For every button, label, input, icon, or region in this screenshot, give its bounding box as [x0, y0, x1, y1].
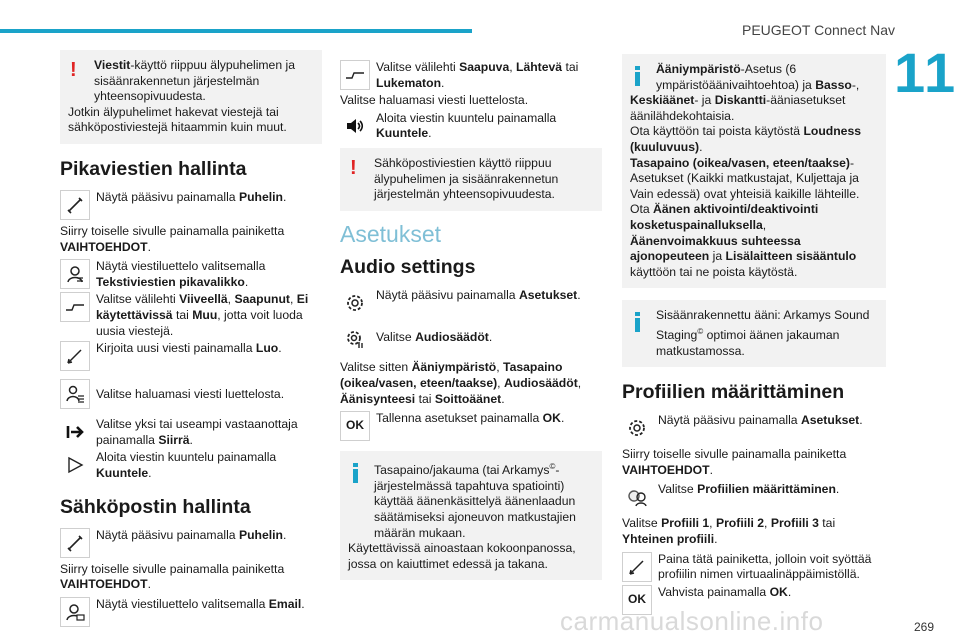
step-text: tai: [562, 60, 579, 74]
info-note: [340, 451, 602, 580]
step-text: .: [148, 465, 152, 480]
p-bold: VAIHTOEHDOT: [60, 577, 148, 592]
paragraph: [622, 447, 886, 478]
section-heading-sahkoposti: Sähköpostin hallinta: [60, 495, 251, 518]
tab-icon[interactable]: [60, 292, 90, 322]
note-bold: Tasapaino (oikea/vasen, eteen/taakse): [630, 155, 850, 170]
audio-settings-icon[interactable]: [340, 324, 370, 354]
pencil-icon[interactable]: [60, 341, 90, 371]
step-text: .: [488, 330, 493, 345]
step-row: [60, 292, 322, 339]
p-text: tai: [415, 391, 435, 406]
step-text: Paina tätä painiketta, jolloin voit syöttää profiilin nimen virtuaalinäppäimistöllä.: [658, 551, 872, 582]
step-text: .: [787, 584, 792, 599]
step-bold: Kuuntele: [96, 465, 149, 480]
p-text: ,: [497, 375, 504, 390]
section-heading-pikaviestit: Pikaviestien hallinta: [60, 157, 247, 180]
step-row: [340, 288, 602, 318]
ok-button[interactable]: OK: [340, 411, 370, 441]
step-text: ,: [289, 292, 297, 307]
step-bold: Profiilien määrittäminen: [697, 482, 836, 497]
paragraph: Valitse haluamasi viesti luettelosta.: [340, 93, 529, 108]
info-note: [622, 54, 886, 288]
step-row: [60, 341, 322, 371]
note-text: -Asetukset (Kaikki matkustajat, Kuljettaja ja Vain edessä) ovat yhteisiä kaikille lähteille.: [630, 155, 860, 201]
p-bold: Soittoäänet: [434, 391, 502, 406]
step-bold: OK: [769, 584, 788, 599]
note-text: optimoi äänen jakauman matkustamossa.: [656, 327, 840, 358]
note-bold: Diskantti: [714, 93, 767, 108]
paragraph: [60, 224, 322, 255]
note-bold: Äänen aktivointi/deaktivointi kosketuspainalluksella: [630, 202, 819, 232]
step-text: Valitse: [376, 330, 416, 345]
step-bold: Ei käytettävissä: [96, 292, 309, 322]
step-text: Näytä pääsivu painamalla: [96, 189, 239, 204]
note-bold: Ääniympäristö: [656, 62, 741, 76]
step-text: ,: [509, 60, 517, 74]
page-number: 269: [914, 620, 935, 634]
note-text: - ja: [694, 93, 715, 108]
step-bold: Email: [268, 596, 302, 611]
step-bold: Siirrä: [158, 432, 190, 447]
p-text: .: [147, 239, 151, 254]
step-bold: OK: [542, 411, 561, 426]
step-bold: Luo: [255, 341, 279, 356]
note-bold: Basso: [815, 77, 852, 92]
p-bold: Audiosäädöt: [503, 375, 578, 390]
step-text: Valitse välilehti: [376, 60, 460, 74]
step-text: .: [835, 482, 840, 497]
p-bold: Profiili 3: [770, 516, 819, 531]
p-bold: Tasapaino (oikea/vasen, eteen/taakse): [340, 360, 563, 390]
p-text: ,: [709, 516, 716, 531]
step-text: .: [301, 596, 305, 611]
step-row: [340, 60, 602, 91]
step-text: .: [859, 413, 863, 428]
step-row: [60, 450, 322, 481]
copyright-mark: ©: [549, 462, 556, 472]
info-icon: [353, 463, 358, 483]
step-text: Näytä pääsivu painamalla: [376, 288, 519, 303]
step-text: Vahvista painamalla: [658, 584, 770, 599]
chapter-number: 11: [894, 41, 958, 104]
quick-message-icon[interactable]: [60, 259, 90, 289]
section-heading-audio: Audio settings: [340, 256, 476, 279]
step-text: Valitse välilehti: [96, 292, 180, 307]
p-bold: Äänisynteesi: [340, 391, 416, 406]
note-text: -Asetus (6 ympäristöäänivaihtoehtoa) ja: [656, 62, 816, 92]
step-bold: Viiveellä: [179, 292, 228, 307]
step-bold: Puhelin: [238, 189, 283, 204]
section-heading-profiilit: Profiilien määrittäminen: [622, 381, 845, 404]
step-bold: Lähtevä: [516, 60, 563, 74]
column-3: [622, 54, 886, 617]
p-bold: Profiili 2: [715, 516, 765, 531]
paragraph: [340, 360, 602, 407]
forward-arrow-icon[interactable]: [60, 417, 90, 447]
step-row: [60, 597, 322, 627]
step-text: Valitse haluamasi viesti luettelosta.: [96, 387, 285, 402]
phone-icon[interactable]: [60, 528, 90, 558]
step-row: [60, 528, 322, 558]
note-bold: Lisälaitteen sisääntulo: [725, 249, 857, 264]
p-bold: VAIHTOEHDOT: [60, 239, 148, 254]
step-text: .: [244, 274, 249, 289]
step-bold: Kuuntele: [376, 126, 429, 141]
info-icon: [635, 66, 640, 86]
step-text: .: [282, 189, 287, 204]
step-row: [622, 482, 886, 512]
step-row: [60, 417, 322, 448]
note-text: ja: [709, 249, 726, 264]
contact-list-icon[interactable]: [60, 379, 90, 409]
step-text: .: [441, 75, 445, 90]
step-text: Näytä pääsivu painamalla: [96, 527, 239, 542]
step-text: Aloita viestin kuuntelu painamalla: [96, 450, 277, 465]
p-text: .: [147, 577, 151, 592]
note-text: käyttöön tai ne poista käytöstä.: [630, 264, 798, 279]
p-text: ,: [764, 516, 771, 531]
note-text: -järjestelmässä tapahtuva spatiointi) käyttää äänenkäsittelyä äänenlaadun säätämiseksi ajoneuvon matkustajien määrän mukaan.: [374, 463, 576, 540]
p-bold: Profiili 1: [661, 516, 710, 531]
speaker-icon[interactable]: [340, 111, 370, 141]
header-title: PEUGEOT Connect Nav: [742, 22, 896, 38]
step-text: ,: [227, 292, 235, 307]
step-row: [622, 552, 886, 583]
p-text: ,: [577, 375, 582, 390]
step-bold: Puhelin: [238, 527, 283, 542]
header-accent-bar: [0, 29, 472, 33]
p-text: Valitse: [622, 516, 662, 531]
paragraph: [622, 516, 886, 547]
copyright-mark: ©: [697, 326, 704, 336]
pencil-icon[interactable]: [622, 552, 652, 582]
watermark: carmanualsonline.info: [560, 606, 824, 636]
note-text: Tasapaino/jakauma (tai Arkamys: [374, 463, 550, 478]
step-bold: Asetukset: [800, 413, 860, 428]
step-text: Näytä viestiluettelo valitsemalla: [96, 259, 266, 274]
note-text: -ääniasetukset äänilähdekohtaisia.: [630, 93, 846, 123]
step-text: Näytä pääsivu painamalla: [658, 413, 801, 428]
step-bold: Asetukset: [518, 288, 578, 303]
p-text: .: [714, 531, 718, 546]
step-bold: Lukematon: [376, 75, 442, 90]
step-text: , jotta voit luoda uusia viestejä.: [96, 307, 303, 338]
note-text: Ota käyttöön tai poista käytöstä: [630, 124, 804, 139]
step-bold: Tekstiviestien pikavalikko: [96, 274, 245, 289]
p-text: .: [709, 462, 713, 477]
step-row: [60, 379, 322, 409]
note-text: -käyttö riippuu älypuhelimen ja sisäänrakennetun järjestelmän yhteensopivuudesta.: [94, 58, 295, 104]
column-1: [60, 50, 322, 629]
phone-icon[interactable]: [60, 190, 90, 220]
step-text: Aloita viestin kuuntelu painamalla: [376, 110, 557, 125]
step-text: .: [560, 411, 565, 426]
chapter-section-title: Asetukset: [340, 220, 441, 247]
info-icon: [635, 312, 640, 332]
profile-icon[interactable]: [622, 482, 652, 512]
p-text: tai: [818, 516, 836, 531]
p-text: .: [501, 391, 505, 406]
step-text: Näytä viestiluettelo valitsemalla: [96, 596, 269, 611]
step-text: .: [278, 341, 282, 356]
step-bold: Muu: [192, 307, 218, 322]
step-row: [340, 111, 602, 142]
info-note: [622, 300, 886, 367]
note-text: Ota: [630, 202, 654, 217]
note-text: Käytettävissä ainoastaan kokoonpanossa, jossa on kaiuttimet edessä ja takana.: [348, 541, 576, 571]
p-bold: Yhteinen profiili: [622, 531, 715, 546]
note-bold: Viestit: [94, 58, 131, 72]
paragraph: [60, 562, 322, 593]
note-text: Sähköpostiviestien käyttö riippuu älypuhelimen ja sisäänrakennetun järjestelmän yhteensopivuudesta.: [374, 155, 559, 202]
tab-icon[interactable]: [340, 60, 370, 90]
p-bold: Ääniympäristö: [411, 360, 497, 375]
step-text: Kirjoita uusi viesti painamalla: [96, 341, 256, 356]
step-text: .: [428, 126, 432, 141]
gear-icon[interactable]: [622, 413, 652, 443]
note-text: Sisäänrakennettu ääni: Arkamys Sound Staging: [656, 308, 870, 342]
step-bold: Audiosäädöt: [415, 330, 489, 345]
warning-icon: !: [70, 59, 77, 81]
step-text: .: [189, 432, 193, 447]
step-bold: Saapuva: [459, 60, 510, 74]
email-icon[interactable]: [60, 597, 90, 627]
step-text: Valitse: [658, 482, 698, 497]
note-text: ,: [762, 217, 767, 232]
p-bold: VAIHTOEHDOT: [622, 462, 710, 477]
note-text: Jotkin älypuhelimet hakevat viestejä tai sähköpostiviestejä hitaammin kuin muut.: [68, 104, 287, 135]
ok-button[interactable]: OK: [622, 585, 652, 615]
p-text: Siirry toiselle sivulle painamalla painiketta: [622, 447, 847, 462]
step-row: [340, 324, 602, 354]
step-text: Valitse yksi tai useampi vastaanottaja painamalla: [96, 417, 298, 447]
note-text: .: [699, 139, 703, 154]
step-row: [60, 190, 322, 220]
warning-note: [340, 148, 602, 211]
note-bold: Äänenvoimakkuus suhteessa ajonopeuteen: [630, 233, 801, 264]
note-bold: Loudness (kuuluvuus): [630, 124, 861, 154]
step-row: [340, 411, 602, 441]
step-text: .: [577, 288, 581, 303]
play-icon[interactable]: [60, 450, 90, 480]
p-text: Siirry toiselle sivulle painamalla painiketta: [60, 223, 285, 238]
gear-icon[interactable]: [340, 288, 370, 318]
step-row: [60, 259, 322, 290]
step-row: [622, 413, 886, 443]
warning-icon: !: [350, 156, 357, 179]
step-text: tai: [172, 307, 193, 322]
column-2: [340, 58, 602, 592]
step-text: .: [282, 527, 287, 542]
p-text: Siirry toiselle sivulle painamalla painiketta: [60, 561, 285, 576]
warning-note: [60, 50, 322, 144]
note-text: -,: [851, 77, 860, 92]
step-text: Tallenna asetukset painamalla: [376, 411, 543, 426]
p-text: Valitse sitten: [340, 360, 412, 375]
note-bold: Keskiäänet: [630, 93, 695, 108]
step-bold: Saapunut: [234, 292, 290, 307]
p-text: ,: [496, 360, 504, 375]
